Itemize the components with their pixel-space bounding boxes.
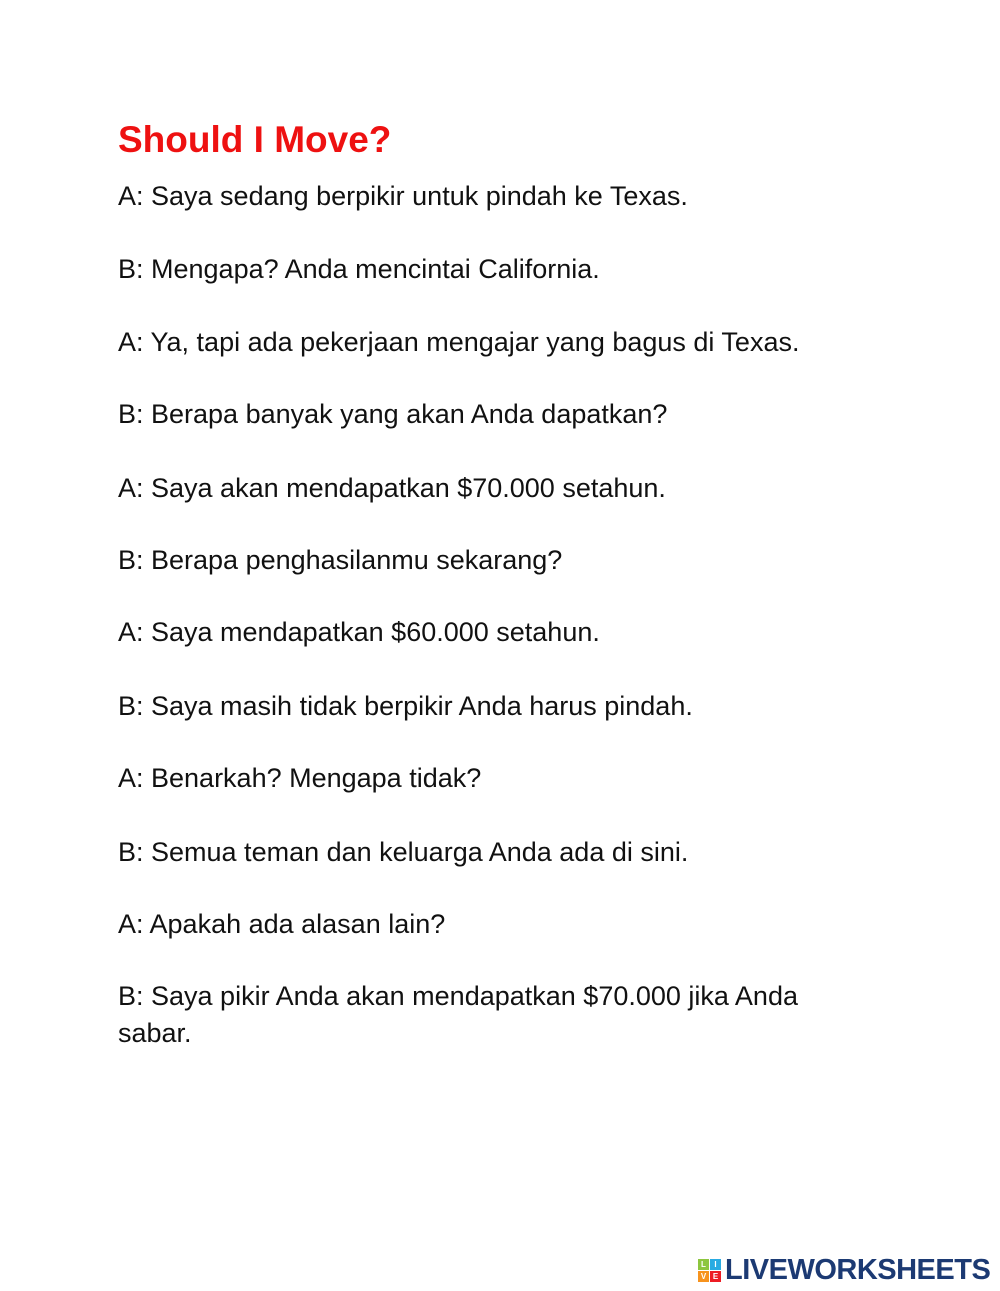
logo-tile: V [698, 1271, 709, 1282]
dialogue-line: A: Benarkah? Mengapa tidak? [118, 763, 482, 793]
dialogue-line: B: Semua teman dan keluarga Anda ada di sini. [118, 837, 689, 867]
dialogue-line: B: Saya pikir Anda akan mendapatkan $70.000 jika Anda sabar. [118, 981, 798, 1048]
logo-tiles-icon [698, 1259, 721, 1282]
dialogue-line: A: Saya sedang berpikir untuk pindah ke Texas. [118, 181, 688, 211]
dialogue-line: A: Saya akan mendapatkan $70.000 setahun. [118, 473, 666, 503]
dialogue-line: B: Berapa banyak yang akan Anda dapatkan? [118, 399, 668, 429]
dialogue-line: B: Mengapa? Anda mencintai California. [118, 254, 600, 284]
logo-tile: L [698, 1259, 709, 1270]
dialogue-line: B: Saya masih tidak berpikir Anda harus pindah. [118, 691, 693, 721]
dialogue-line: A: Apakah ada alasan lain? [118, 909, 446, 939]
logo-text: LIVEWORKSHEETS [725, 1253, 991, 1286]
worksheet-title: Should I Move? [118, 119, 392, 160]
dialogue-line: B: Berapa penghasilanmu sekarang? [118, 545, 563, 575]
dialogue-line: A: Saya mendapatkan $60.000 setahun. [118, 617, 600, 647]
logo-tile: E [710, 1271, 721, 1282]
logo-tile: I [710, 1259, 721, 1270]
liveworksheets-logo [698, 1255, 990, 1285]
dialogue-line: A: Ya, tapi ada pekerjaan mengajar yang bagus di Texas. [118, 327, 800, 357]
